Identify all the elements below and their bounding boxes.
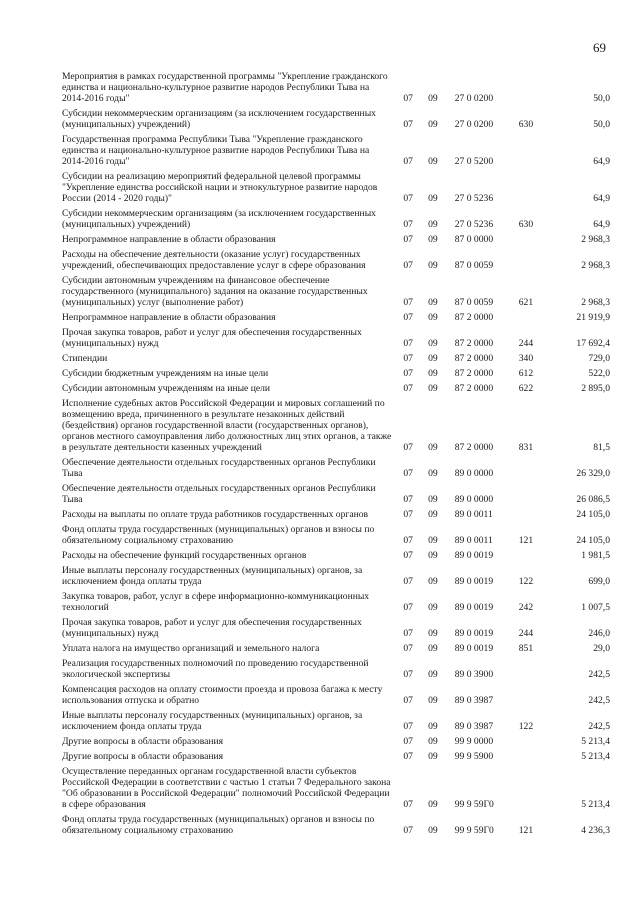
table-row (62, 657, 610, 683)
row-subsection-code: 09 (428, 799, 438, 810)
row-expense-type-code: 622 (518, 383, 534, 394)
row-section-code: 07 (403, 260, 413, 271)
table-row (62, 750, 610, 765)
row-name: Расходы на обеспечение деятельности (оказание услуг) государственных учреждений, обеспечивающих предоставление услуг в сфере образования (62, 249, 366, 271)
row-section-code: 07 (403, 297, 413, 308)
row-expense-type-code: 630 (518, 119, 534, 130)
row-section-code: 07 (403, 312, 413, 323)
row-target-code: 87 2 0000 (454, 442, 494, 453)
row-name: Субсидии автономным учреждениям на финансовое обеспечение государственного (муниципального) задания на оказание государственных (муниципальных) услуг (выполнение работ) (62, 275, 368, 308)
row-subsection-code: 09 (428, 338, 438, 349)
row-amount: 64,9 (593, 219, 610, 230)
row-subsection-code: 09 (428, 219, 438, 230)
table-row (62, 170, 610, 207)
row-target-code: 89 0 0019 (454, 576, 494, 587)
row-section-code: 07 (403, 669, 413, 680)
row-subsection-code: 09 (428, 509, 438, 520)
row-target-code: 99 9 59Г0 (454, 825, 494, 836)
row-amount: 29,0 (593, 643, 610, 654)
row-section-code: 07 (403, 535, 413, 546)
row-subsection-code: 09 (428, 494, 438, 505)
row-name: Непрограммное направление в области образования (62, 234, 276, 245)
row-section-code: 07 (403, 509, 413, 520)
row-subsection-code: 09 (428, 550, 438, 561)
row-expense-type-code: 244 (518, 628, 534, 639)
row-target-code: 89 0 0019 (454, 643, 494, 654)
row-amount: 26 329,0 (576, 468, 610, 479)
table-row (62, 367, 610, 382)
row-name: Государственная программа Республики Тыва "Укрепление гражданского единства и национально-культурное развитие народов Республики Тыва на 2014-2016 годы" (62, 134, 370, 167)
table-row (62, 564, 610, 590)
row-name: Фонд оплаты труда государственных (муниципальных) органов и взносы по обязательному социальному страхованию (62, 524, 375, 546)
row-expense-type-code: 242 (518, 602, 534, 613)
row-amount: 21 919,9 (576, 312, 610, 323)
table-row (62, 397, 610, 456)
row-subsection-code: 09 (428, 297, 438, 308)
table-row (62, 311, 610, 326)
table-row (62, 709, 610, 735)
row-amount: 50,0 (593, 93, 610, 104)
row-target-code: 89 0 0000 (454, 494, 494, 505)
row-subsection-code: 09 (428, 695, 438, 706)
row-target-code: 89 0 0000 (454, 468, 494, 479)
row-target-code: 27 0 5236 (454, 219, 494, 230)
row-target-code: 87 2 0000 (454, 312, 494, 323)
row-section-code: 07 (403, 643, 413, 654)
table-row (62, 382, 610, 397)
row-subsection-code: 09 (428, 736, 438, 747)
table-row (62, 233, 610, 248)
row-expense-type-code: 612 (518, 368, 534, 379)
row-section-code: 07 (403, 576, 413, 587)
row-section-code: 07 (403, 494, 413, 505)
table-row (62, 683, 610, 709)
row-target-code: 99 9 59Г0 (454, 799, 494, 810)
row-amount: 246,0 (588, 628, 610, 639)
row-section-code: 07 (403, 383, 413, 394)
row-section-code: 07 (403, 368, 413, 379)
row-subsection-code: 09 (428, 93, 438, 104)
table-row (62, 735, 610, 750)
row-section-code: 07 (403, 825, 413, 836)
row-amount: 242,5 (588, 721, 610, 732)
row-name: Иные выплаты персоналу государственных (муниципальных) органов, за исключением фонда оплаты труда (62, 565, 363, 587)
row-expense-type-code: 122 (518, 721, 534, 732)
row-target-code: 27 0 0200 (454, 119, 494, 130)
row-section-code: 07 (403, 93, 413, 104)
row-target-code: 87 2 0000 (454, 338, 494, 349)
row-expense-type-code: 122 (518, 576, 534, 587)
row-amount: 17 692,4 (576, 338, 610, 349)
row-name: Непрограммное направление в области образования (62, 312, 276, 323)
table-row (62, 590, 610, 616)
row-amount: 24 105,0 (576, 509, 610, 520)
row-target-code: 89 0 0019 (454, 602, 494, 613)
row-amount: 24 105,0 (576, 535, 610, 546)
row-amount: 64,9 (593, 156, 610, 167)
row-section-code: 07 (403, 751, 413, 762)
row-expense-type-code: 621 (518, 297, 534, 308)
row-section-code: 07 (403, 193, 413, 204)
row-amount: 5 213,4 (581, 799, 610, 810)
row-subsection-code: 09 (428, 669, 438, 680)
row-subsection-code: 09 (428, 368, 438, 379)
budget-table (62, 70, 610, 839)
row-amount: 64,9 (593, 193, 610, 204)
row-section-code: 07 (403, 119, 413, 130)
row-amount: 5 213,4 (581, 751, 610, 762)
row-target-code: 89 0 3900 (454, 669, 494, 680)
row-expense-type-code: 121 (518, 535, 534, 546)
row-expense-type-code: 630 (518, 219, 534, 230)
row-target-code: 87 2 0000 (454, 383, 494, 394)
row-amount: 50,0 (593, 119, 610, 130)
table-row (62, 274, 610, 311)
table-row (62, 549, 610, 564)
row-subsection-code: 09 (428, 468, 438, 479)
row-expense-type-code: 244 (518, 338, 534, 349)
row-name: Обеспечение деятельности отдельных государственных органов Республики Тыва (62, 457, 376, 479)
row-name: Субсидии некоммерческим организациям (за исключением государственных (муниципальных) учреждений) (62, 208, 376, 230)
row-subsection-code: 09 (428, 353, 438, 364)
table-row (62, 352, 610, 367)
row-amount: 242,5 (588, 669, 610, 680)
row-subsection-code: 09 (428, 119, 438, 130)
row-subsection-code: 09 (428, 825, 438, 836)
row-name: Компенсация расходов на оплату стоимости проезда и провоза багажа к месту использования отпуска и обратно (62, 684, 383, 706)
row-subsection-code: 09 (428, 751, 438, 762)
row-section-code: 07 (403, 628, 413, 639)
row-target-code: 27 0 0200 (454, 93, 494, 104)
table-row (62, 508, 610, 523)
row-name: Иные выплаты персоналу государственных (муниципальных) органов, за исключением фонда оплаты труда (62, 710, 363, 732)
row-target-code: 87 2 0000 (454, 353, 494, 364)
table-row (62, 642, 610, 657)
table-row (62, 107, 610, 133)
row-name: Субсидии автономным учреждениям на иные цели (62, 383, 271, 394)
row-target-code: 89 0 0019 (454, 550, 494, 561)
row-subsection-code: 09 (428, 260, 438, 271)
row-amount: 242,5 (588, 695, 610, 706)
table-row (62, 70, 610, 107)
row-amount: 26 086,5 (576, 494, 610, 505)
row-subsection-code: 09 (428, 721, 438, 732)
row-section-code: 07 (403, 550, 413, 561)
row-subsection-code: 09 (428, 193, 438, 204)
row-target-code: 27 0 5236 (454, 193, 494, 204)
row-name: Другие вопросы в области образования (62, 736, 224, 747)
row-amount: 5 213,4 (581, 736, 610, 747)
table-row (62, 326, 610, 352)
row-name: Расходы на обеспечение функций государственных органов (62, 550, 307, 561)
row-amount: 1 981,5 (581, 550, 610, 561)
row-amount: 2 968,3 (581, 260, 610, 271)
row-target-code: 89 0 0019 (454, 628, 494, 639)
row-section-code: 07 (403, 799, 413, 810)
row-subsection-code: 09 (428, 234, 438, 245)
row-name: Закупка товаров, работ, услуг в сфере информационно-коммуникационных технологий (62, 591, 370, 613)
row-subsection-code: 09 (428, 442, 438, 453)
row-name: Обеспечение деятельности отдельных государственных органов Республики Тыва (62, 483, 376, 505)
row-subsection-code: 09 (428, 602, 438, 613)
row-name: Прочая закупка товаров, работ и услуг для обеспечения государственных (муниципальных) нужд (62, 327, 362, 349)
table-row (62, 133, 610, 170)
row-target-code: 99 9 5900 (454, 751, 494, 762)
row-subsection-code: 09 (428, 156, 438, 167)
row-subsection-code: 09 (428, 576, 438, 587)
row-target-code: 87 0 0059 (454, 297, 494, 308)
row-target-code: 89 0 0011 (454, 509, 493, 520)
row-section-code: 07 (403, 442, 413, 453)
row-amount: 1 007,5 (581, 602, 610, 613)
row-section-code: 07 (403, 353, 413, 364)
row-section-code: 07 (403, 721, 413, 732)
row-amount: 2 895,0 (581, 383, 610, 394)
row-amount: 2 968,3 (581, 297, 610, 308)
row-name: Осуществление переданных органам государственной власти субъектов Российской Федерации в соответствии с частью 1 статьи 7 Федерального закона "Об образовании в Российской Федерации" полномочий Российской Федерации в сфере образования (62, 766, 391, 810)
row-name: Прочая закупка товаров, работ и услуг для обеспечения государственных (муниципальных) нужд (62, 617, 362, 639)
table-row (62, 482, 610, 508)
row-amount: 81,5 (593, 442, 610, 453)
row-name: Фонд оплаты труда государственных (муниципальных) органов и взносы по обязательному социальному страхованию (62, 814, 375, 836)
row-name: Реализация государственных полномочий по проведению государственной экологической экспертизы (62, 658, 369, 680)
row-target-code: 99 9 0000 (454, 736, 494, 747)
row-section-code: 07 (403, 695, 413, 706)
row-amount: 2 968,3 (581, 234, 610, 245)
row-subsection-code: 09 (428, 383, 438, 394)
table-row (62, 456, 610, 482)
row-name: Другие вопросы в области образования (62, 751, 224, 762)
row-name: Субсидии некоммерческим организациям (за исключением государственных (муниципальных) учреждений) (62, 108, 376, 130)
row-section-code: 07 (403, 156, 413, 167)
row-subsection-code: 09 (428, 628, 438, 639)
row-expense-type-code: 851 (518, 643, 534, 654)
row-expense-type-code: 121 (518, 825, 534, 836)
row-expense-type-code: 340 (518, 353, 534, 364)
page-number: 69 (593, 40, 606, 55)
row-target-code: 87 0 0000 (454, 234, 494, 245)
row-subsection-code: 09 (428, 535, 438, 546)
row-name: Расходы на выплаты по оплате труда работников государственных органов (62, 509, 369, 520)
row-amount: 699,0 (588, 576, 610, 587)
table-row (62, 207, 610, 233)
row-target-code: 87 0 0059 (454, 260, 494, 271)
table-row (62, 616, 610, 642)
row-target-code: 89 0 3987 (454, 695, 494, 706)
row-section-code: 07 (403, 338, 413, 349)
row-section-code: 07 (403, 736, 413, 747)
row-target-code: 89 0 3987 (454, 721, 494, 732)
row-amount: 729,0 (588, 353, 610, 364)
row-name: Стипендии (62, 353, 108, 364)
row-amount: 522,0 (588, 368, 610, 379)
row-target-code: 89 0 0011 (454, 535, 493, 546)
row-name: Мероприятия в рамках государственной программы "Укрепление гражданского единства и национально-культурное развитие народов Республики Тыва на 2014-2016 годы" (62, 71, 388, 104)
row-section-code: 07 (403, 602, 413, 613)
row-amount: 4 236,3 (581, 825, 610, 836)
row-section-code: 07 (403, 234, 413, 245)
row-target-code: 87 2 0000 (454, 368, 494, 379)
row-name: Субсидии на реализацию мероприятий федеральной целевой программы "Укрепление единства российской нации и этнокультурное развитие народов России (2014 - 2020 годы)" (62, 171, 378, 204)
table-row (62, 523, 610, 549)
table-row (62, 765, 610, 813)
row-subsection-code: 09 (428, 643, 438, 654)
row-subsection-code: 09 (428, 312, 438, 323)
row-name: Субсидии бюджетным учреждениям на иные цели (62, 368, 269, 379)
table-row (62, 248, 610, 274)
row-section-code: 07 (403, 468, 413, 479)
row-name: Исполнение судебных актов Российской Федерации и мировых соглашений по возмещению вреда, причиненного в результате незаконных действий (бездействия) органов государственной власти (государственных органов), органов местного самоуправления либо должностных лиц этих органов, а также в результате деятельности казенных учреждений (62, 398, 392, 453)
row-target-code: 27 0 5200 (454, 156, 494, 167)
row-expense-type-code: 831 (518, 442, 534, 453)
table-row (62, 813, 610, 839)
row-section-code: 07 (403, 219, 413, 230)
row-name: Уплата налога на имущество организаций и земельного налога (62, 643, 320, 654)
